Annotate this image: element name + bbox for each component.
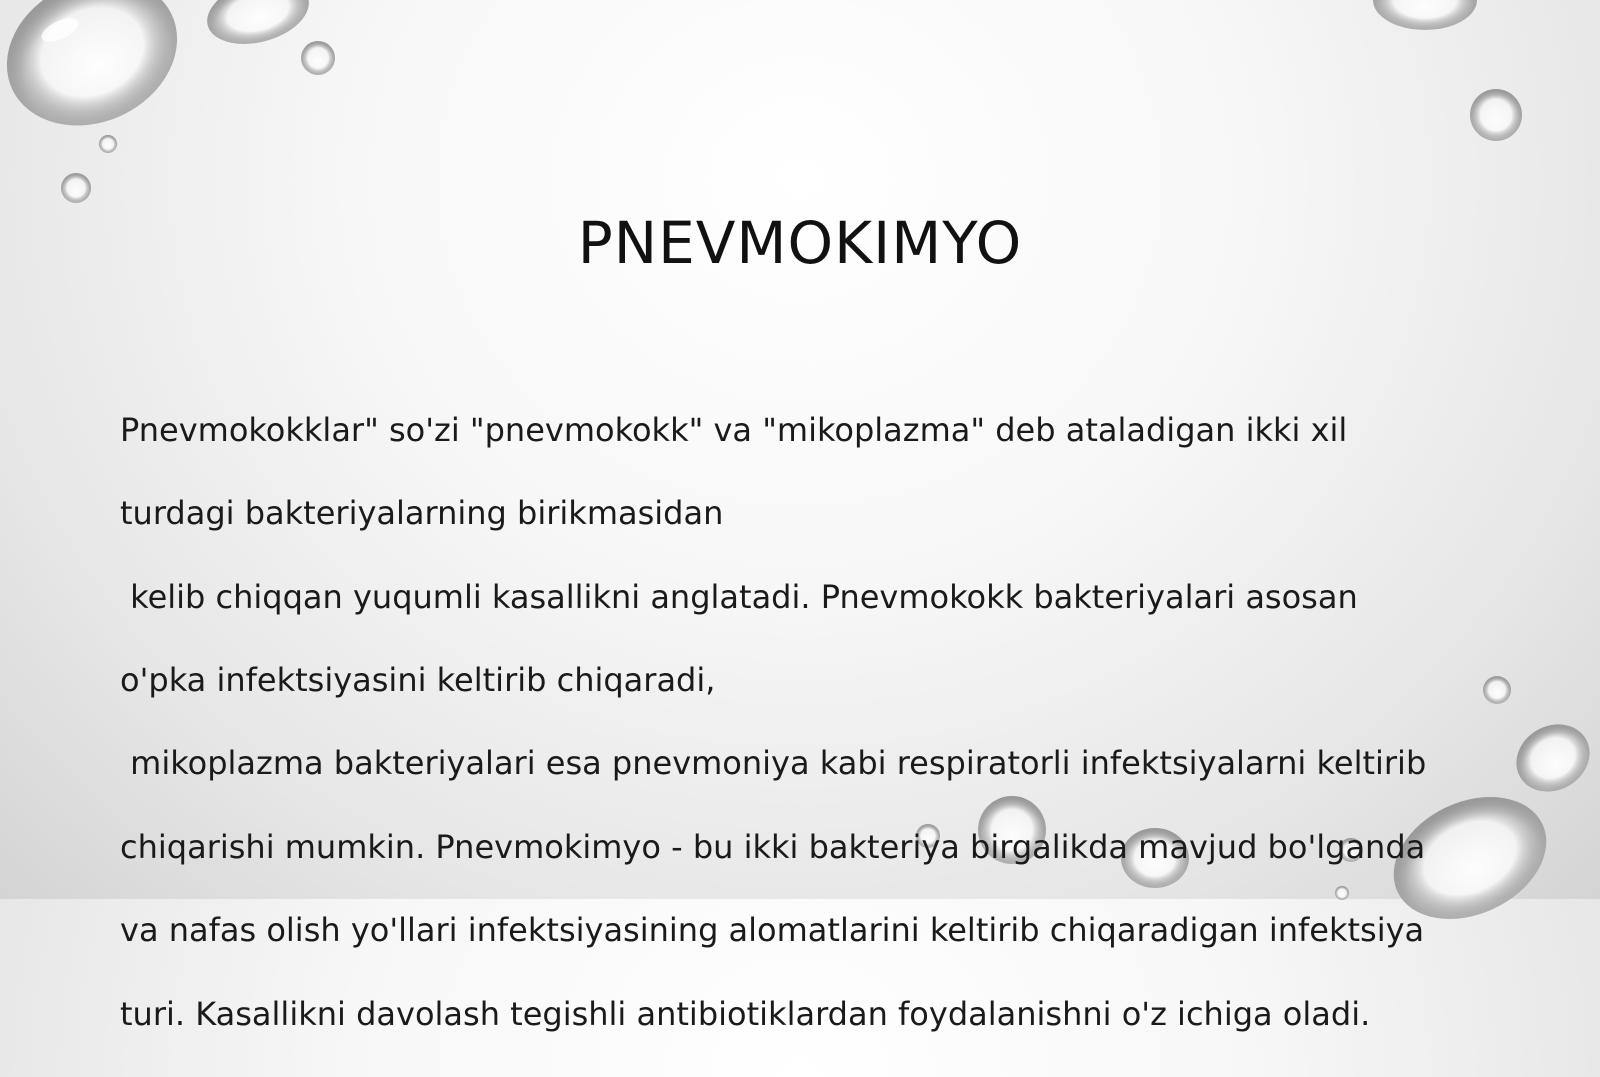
droplet bbox=[1373, 0, 1477, 30]
body-line: mikoplazma bakteriyalari esa pnevmoniya kabi respiratorli infektsiyalarni keltirib bbox=[120, 744, 1427, 783]
body-line: kelib chiqqan yuqumli kasallikni anglatadi. Pnevmokokk bakteriyalari asosan bbox=[120, 577, 1358, 616]
droplet bbox=[1470, 89, 1522, 141]
body-line: va nafas olish yo'llari infektsiyasining alomatlarini keltirib chiqaradigan infektsiya bbox=[120, 911, 1425, 950]
droplet bbox=[1483, 676, 1511, 704]
body-line: turi. Kasallikni davolash tegishli antibiotiklardan foydalanishni o'z ichiga oladi. bbox=[120, 994, 1371, 1033]
slide-body bbox=[120, 368, 1460, 1077]
droplet bbox=[0, 0, 201, 153]
body-line: o'pka infektsiyasini keltirib chiqaradi, bbox=[120, 660, 716, 699]
droplet bbox=[200, 0, 316, 54]
body-line: turdagi bakteriyalarning birikmasidan bbox=[120, 494, 724, 533]
slide-title: PNEVMOKIMYO bbox=[577, 209, 1023, 277]
droplet bbox=[61, 173, 91, 203]
droplet bbox=[1504, 711, 1600, 804]
droplet bbox=[99, 135, 117, 153]
body-line: Pnevmokokklar" so'zi "pnevmokokk" va "mikoplazma" deb ataladigan ikki xil bbox=[120, 410, 1348, 449]
droplet bbox=[301, 41, 335, 75]
body-line: chiqarishi mumkin. Pnevmokimyo - bu ikki bakteriya birgalikda mavjud bo'lganda bbox=[120, 827, 1426, 866]
